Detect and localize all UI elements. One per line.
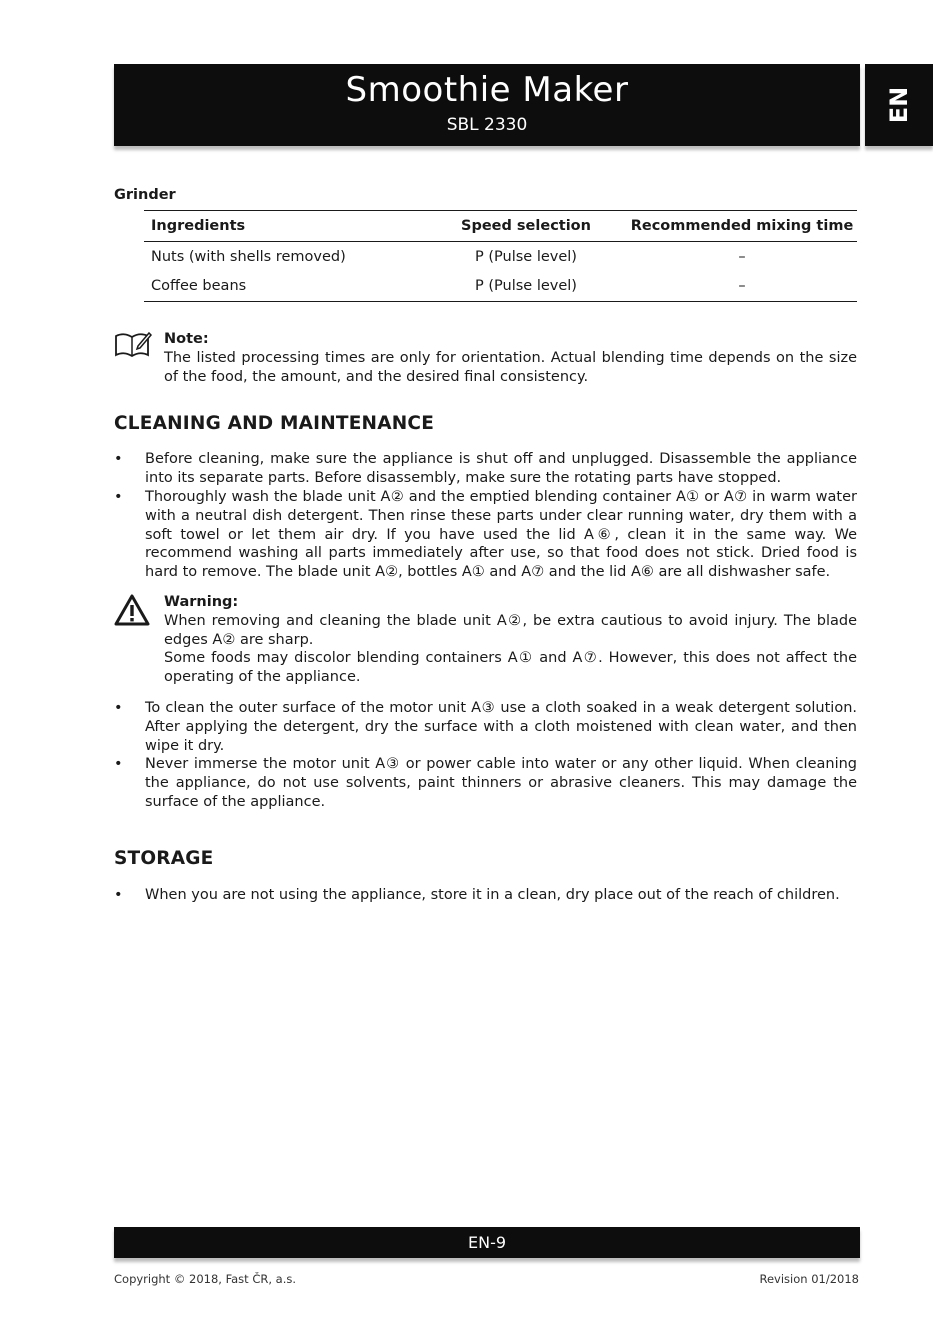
warning-triangle-icon — [114, 594, 150, 632]
cleaning-list-a — [114, 450, 857, 582]
column-header: Recommended mixing time — [620, 210, 857, 241]
model-number: SBL 2330 — [446, 115, 528, 135]
table-cell: P (Pulse level) — [475, 248, 577, 265]
grinder-label: Grinder — [114, 187, 176, 203]
warning-block — [114, 593, 857, 687]
column-header: Speed selection — [425, 210, 620, 241]
list-item: • Thoroughly wash the blade unit A② and the emptied blending container A① or A⑦ in warm water with a neutral dish detergent. Then rinse these parts under clear running water, dry them with a soft towel or let them air dry. If you have used the lid A⑥, clean it in the same way. We recommend washing all parts immediately after use, so that food does not stick. Dried food is hard to remove. The blade unit A②, bottles A① and A⑦ and the lid A⑥ are all dishwasher safe. — [114, 488, 857, 582]
storage-heading: STORAGE — [114, 847, 214, 869]
warning-text: Some foods may discolor blending containers A① and A⑦. However, this does not affect the operating of the appliance. — [164, 650, 857, 686]
list-item: • Never immerse the motor unit A③ or power cable into water or any other liquid. When cleaning the appliance, do not use solvents, paint thinners or abrasive cleaners. This may damage the surface of the appliance. — [114, 755, 857, 811]
list-item: • When you are not using the appliance, store it in a clean, dry place out of the reach of children. — [114, 886, 857, 905]
table-cell: Coffee beans — [144, 271, 425, 301]
table-cell: – — [620, 271, 857, 301]
page-header — [114, 64, 860, 146]
column-header: Ingredients — [144, 210, 425, 241]
revision-text: Revision 01/2018 — [759, 1272, 859, 1286]
main-content — [114, 186, 857, 904]
language-tab-label: EN — [885, 86, 913, 124]
cleaning-heading: CLEANING AND MAINTENANCE — [114, 412, 435, 434]
table-row — [144, 241, 857, 271]
note-text: The listed processing times are only for orientation. Actual blending time depends on the size of the food, the amount, and the desired final consistency. — [164, 349, 857, 385]
table-header-row — [144, 210, 857, 241]
list-item: • Before cleaning, make sure the appliance is shut off and unplugged. Disassemble the appliance into its separate parts. Before disassembly, make sure the rotating parts have stopped. — [114, 450, 857, 488]
grinder-table — [144, 210, 857, 302]
warning-text: When removing and cleaning the blade unit A②, be extra cautious to avoid injury. The blade edges A② are sharp. — [164, 612, 857, 648]
note-block — [114, 330, 857, 386]
table-cell: Nuts (with shells removed) — [151, 248, 346, 265]
table-cell: – — [738, 248, 746, 265]
page-number: EN-9 — [467, 1233, 507, 1252]
copyright-text: Copyright © 2018, Fast ČR, a.s. — [114, 1272, 297, 1286]
document-title: Smoothie Maker — [345, 70, 629, 110]
list-item: • To clean the outer surface of the motor unit A③ use a cloth soaked in a weak detergent solution. After applying the detergent, dry the surface with a cloth moistened with clean water, and then wipe it dry. — [114, 699, 857, 755]
page-number-bar — [114, 1227, 860, 1258]
language-tab — [865, 64, 933, 146]
note-label: Note: — [164, 331, 209, 348]
storage-list — [114, 886, 857, 905]
cleaning-list-b — [114, 699, 857, 812]
warning-label: Warning: — [164, 593, 239, 610]
table-row — [144, 271, 857, 301]
table-cell: P (Pulse level) — [425, 271, 620, 301]
book-pen-icon — [114, 330, 152, 366]
